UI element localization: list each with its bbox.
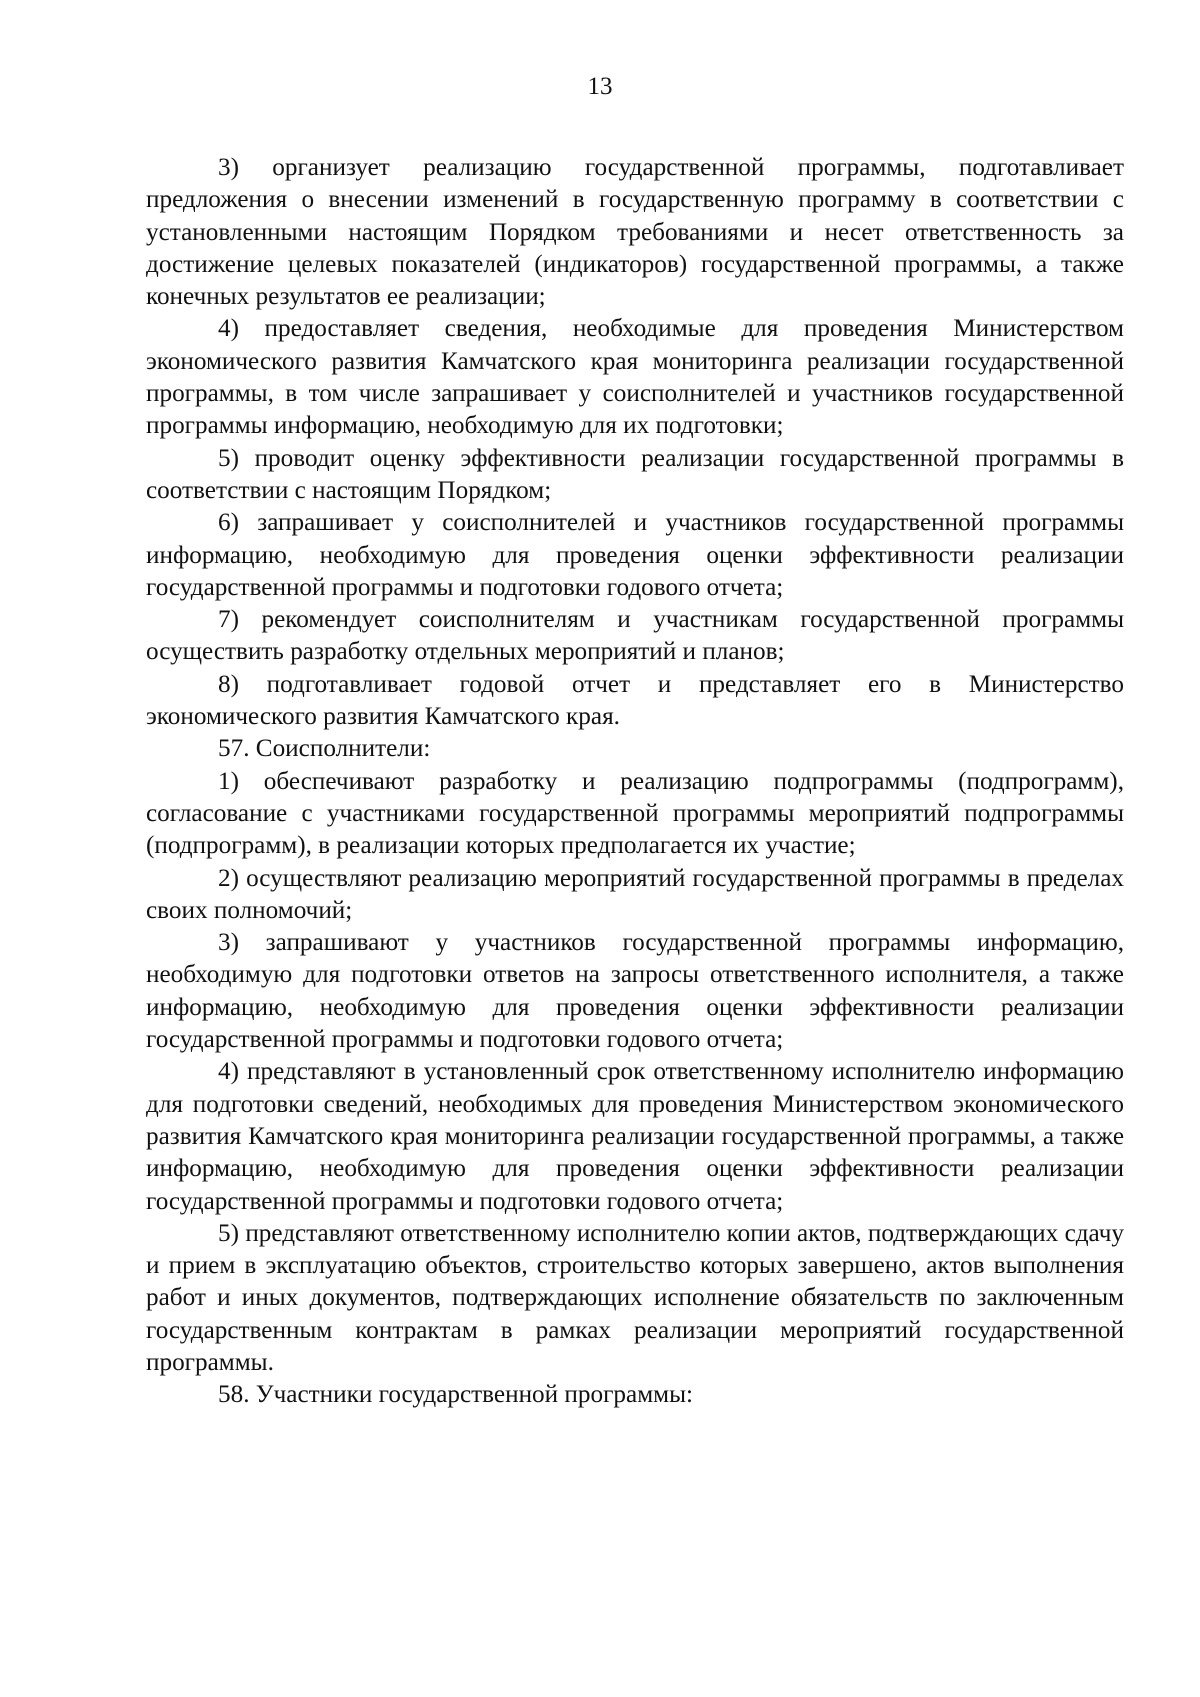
section-58-heading: 58. Участники государственной программы: [218,1381,693,1409]
paragraph-56-item-7: 7) рекомендует соисполнителям и участникам государственной программы осуществить разработку отдельных мероприятий и планов; [146,606,1124,666]
paragraph-56-item-4: 4) предоставляет сведения, необходимые для проведения Министерством экономического развития Камчатского края мониторинга реализации государственной программы, в том числе запрашивает у соисполнителей и участников государственной программы информацию, необходимую для их подготовки; [146,315,1124,440]
section-57-heading: 57. Соисполнители: [218,735,431,763]
document-body [146,152,1124,1412]
paragraph-56-item-6: 6) запрашивает у соисполнителей и участников государственной программы информацию, необходимую для проведения оценки эффективности реализации государственной программы и подготовки годового отчета; [146,509,1124,601]
paragraph-56-item-5: 5) проводит оценку эффективности реализации государственной программы в соответствии с настоящим Порядком; [146,444,1124,504]
paragraph-57-item-4: 4) представляют в установленный срок ответственному исполнителю информацию для подготовки сведений, необходимых для проведения Министерством экономического развития Камчатского края мониторинга реализации государственной программы, а также информацию, необходимую для проведения оценки эффективности реализации государственной программы и подготовки годового отчета; [146,1058,1124,1215]
page-number: 13 [587,73,613,100]
paragraph-57-item-1: 1) обеспечивают разработку и реализацию подпрограммы (подпрограмм), согласование с участниками государственной программы мероприятий подпрограммы (подпрограмм), в реализации которых предполагается их участие; [146,767,1124,860]
paragraph-57-item-3: 3) запрашивают у участников государственной программы информацию, необходимую для подготовки ответов на запросы ответственного исполнителя, а также информацию, необходимую для проведения оценки эффективности реализации государственной программы и подготовки годового отчета; [146,929,1124,1054]
paragraph-56-item-3: 3) организует реализацию государственной программы, подготавливает предложения о внесении изменений в государственную программу в соответствии с установленными настоящим Порядком требованиями и несет ответственность за достижение целевых показателей (индикаторов) государственной программы, а также конечных результатов ее реализации; [146,154,1124,311]
paragraph-57-item-2: 2) осуществляют реализацию мероприятий государственной программы в пределах своих полномочий; [146,864,1124,924]
paragraph-57-item-5: 5) представляют ответственному исполнителю копии актов, подтверждающих сдачу и прием в эксплуатацию объектов, строительство которых завершено, актов выполнения работ и иных документов, подтверждающих исполнение обязательств по заключенным государственным контрактам в рамках реализации мероприятий государственной программы. [146,1219,1124,1376]
paragraph-56-item-8: 8) подготавливает годовой отчет и представляет его в Министерство экономического развития Камчатского края. [146,670,1124,731]
